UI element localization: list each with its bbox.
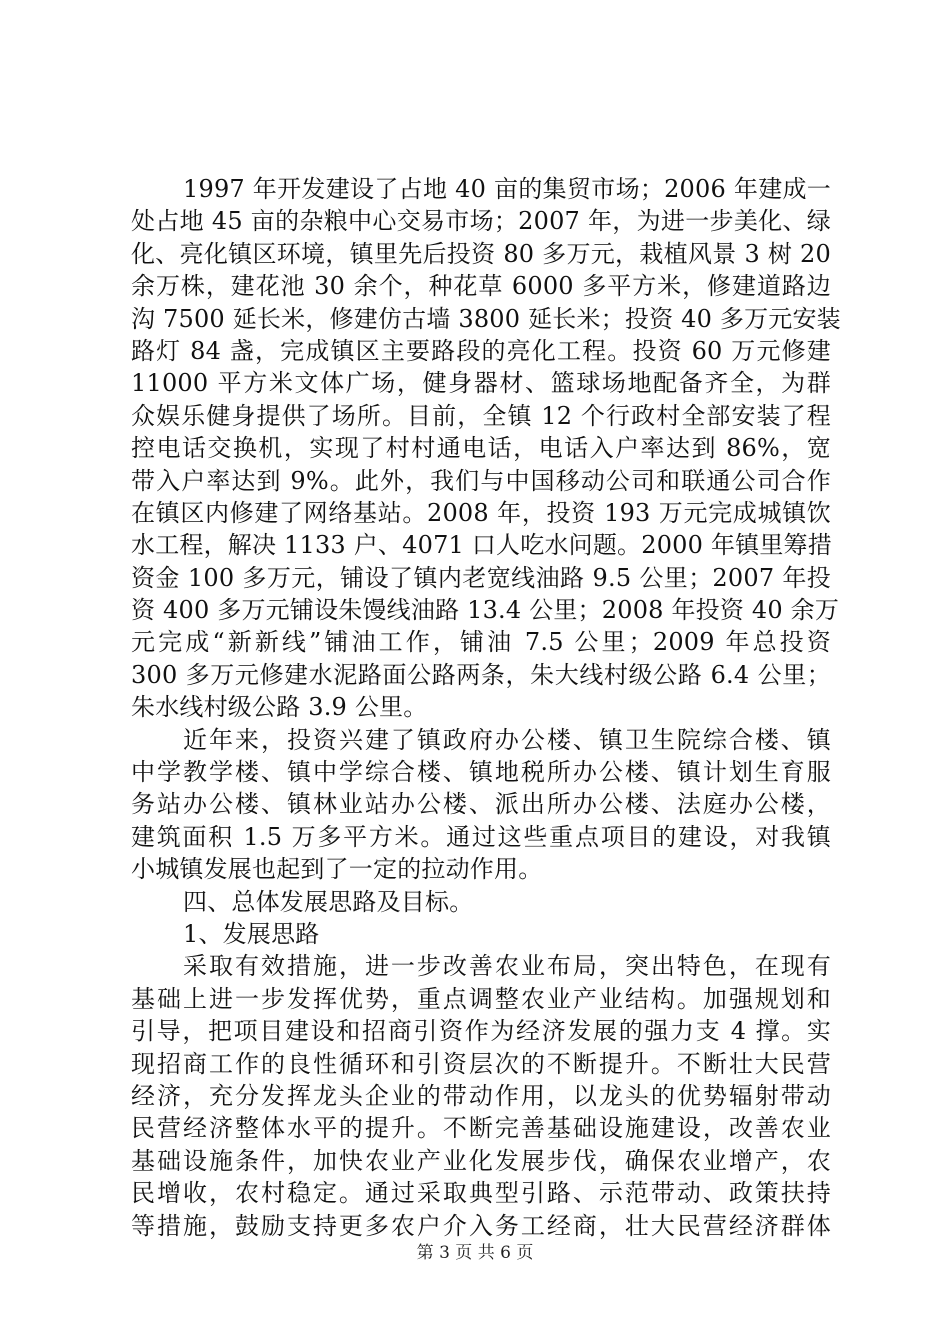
text-line: 民营经济整体水平的提升。不断完善基础设施建设，改善农业 [131, 1114, 831, 1143]
document-body [131, 173, 841, 1242]
text-line: 1997 年开发建设了占地 40 亩的集贸市场；2006 年建成一 [183, 175, 831, 203]
text-line: 采取有效措施，进一步改善农业布局，突出特色，在现有 [183, 952, 831, 981]
text-line: 余万株，建花池 30 余个，种花草 6000 多平方米，修建道路边 [131, 272, 831, 301]
text-line: 11000 平方米文体广场，健身器材、篮球场地配备齐全，为群 [131, 369, 831, 398]
text-line: 中学教学楼、镇中学综合楼、镇地税所办公楼、镇计划生育服 [131, 758, 831, 787]
text-line: 众娱乐健身提供了场所。目前，全镇 12 个行政村全部安装了程 [131, 401, 831, 430]
text-line: 建筑面积 1.5 万多平方米。通过这些重点项目的建设，对我镇 [131, 822, 831, 851]
text-line: 引导，把项目建设和招商引资作为经济发展的强力支 4 撑。实 [131, 1017, 831, 1046]
text-line: 化、亮化镇区环境，镇里先后投资 80 多万元，栽植风景 3 树 20 [131, 239, 831, 268]
text-line: 处占地 45 亩的杂粮中心交易市场；2007 年，为进一步美化、绿 [131, 207, 831, 236]
text-line: 基础设施条件，加快农业产业化发展步伐，确保农业增产，农 [131, 1146, 831, 1175]
page-number-footer: 第 3 页 共 6 页 [416, 1243, 534, 1263]
text-line: 控电话交换机，实现了村村通电话，电话入户率达到 86%，宽 [131, 434, 831, 463]
text-line: 四、总体发展思路及目标。 [183, 887, 474, 916]
text-line: 在镇区内修建了网络基站。2008 年，投资 193 万元完成城镇饮 [131, 498, 831, 527]
text-line: 资金 100 多万元，铺设了镇内老宽线油路 9.5 公里；2007 年投 [131, 563, 831, 592]
text-line: 1、发展思路 [183, 919, 320, 948]
text-line: 等措施，鼓励支持更多农户介入务工经商，壮大民营经济群体 [131, 1211, 831, 1240]
text-line: 小城镇发展也起到了一定的拉动作用。 [131, 855, 543, 884]
text-line: 带入户率达到 9%。此外，我们与中国移动公司和联通公司合作 [131, 466, 831, 495]
text-line: 沟 7500 延长米，修建仿古墙 3800 延长米；投资 40 多万元安装 [131, 304, 841, 333]
text-line: 近年来，投资兴建了镇政府办公楼、镇卫生院综合楼、镇 [183, 725, 831, 754]
text-line: 务站办公楼、镇林业站办公楼、派出所办公楼、法庭办公楼， [131, 790, 831, 819]
text-line: 朱水线村级公路 3.9 公里。 [131, 693, 428, 722]
text-line: 资 400 多万元铺设朱馒线油路 13.4 公里；2008 年投资 40 余万 [131, 596, 840, 625]
text-line: 元完成“新新线”铺油工作，铺油 7.5 公里；2009 年总投资 [131, 628, 831, 657]
text-line: 民增收，农村稳定。通过采取典型引路、示范带动、政策扶持 [131, 1179, 831, 1208]
text-line: 300 多万元修建水泥路面公路两条，朱大线村级公路 6.4 公里； [131, 660, 831, 689]
text-line: 水工程，解决 1133 户、4071 口人吃水问题。2000 年镇里筹措 [131, 531, 832, 560]
text-line: 路灯 84 盏，完成镇区主要路段的亮化工程。投资 60 万元修建 [131, 336, 831, 365]
text-line: 现招商工作的良性循环和引资层次的不断提升。不断壮大民营 [131, 1049, 831, 1078]
text-line: 基础上进一步发挥优势，重点调整农业产业结构。加强规划和 [131, 984, 831, 1013]
text-line: 经济，充分发挥龙头企业的带动作用，以龙头的优势辐射带动 [131, 1081, 831, 1110]
